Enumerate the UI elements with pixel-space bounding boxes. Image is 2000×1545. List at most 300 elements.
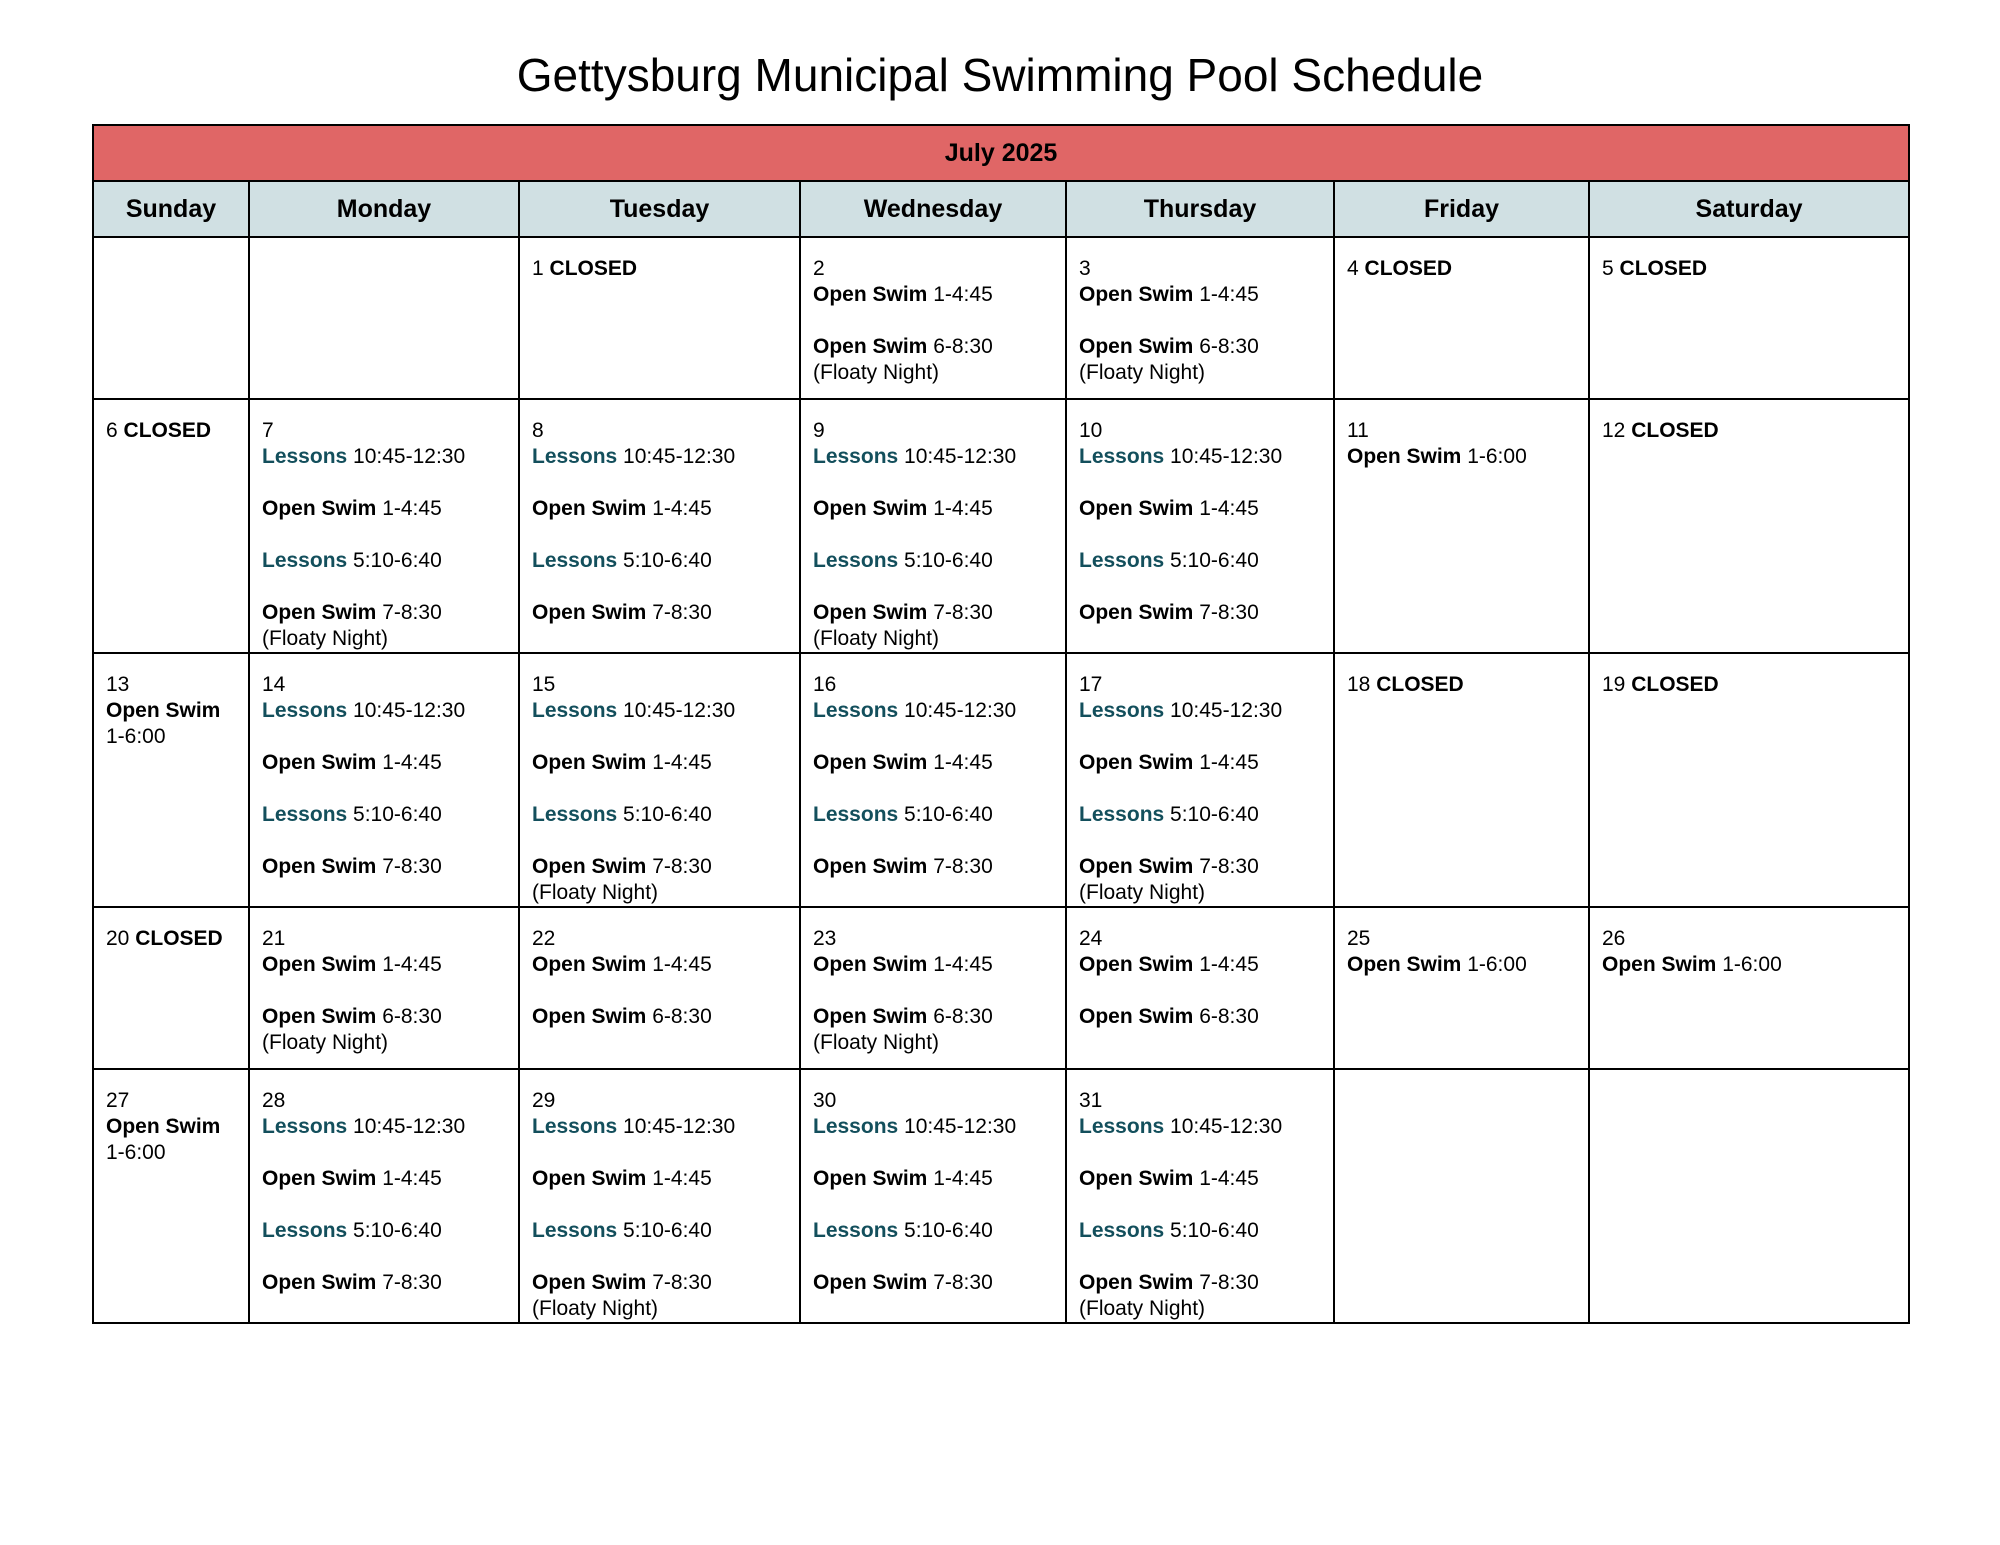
entry-note: (Floaty Night) [813,627,940,650]
open-swim-label: Open Swim [262,751,377,774]
day-number: 29 [532,1089,556,1112]
lessons-label: Lessons [262,549,348,572]
entry-spacer [1079,522,1321,548]
empty-day-cell [1334,1069,1589,1323]
lessons-label: Lessons [532,445,618,468]
open-swim-entry [1347,444,1576,470]
entry-note: (Floaty Night) [1079,1297,1206,1320]
entry-time: 10:45-12:30 [623,445,736,468]
entry-spacer [532,828,787,854]
day-header [1079,418,1321,444]
day-header [813,418,1053,444]
day-number: 28 [262,1089,286,1112]
open-swim-entry [813,750,1053,776]
day-cell [519,1069,800,1323]
lessons-label: Lessons [813,699,899,722]
day-header [813,672,1053,698]
entry-time: 1-4:45 [652,751,712,774]
lessons-label: Lessons [532,549,618,572]
entry-time: 7-8:30 [1199,601,1259,624]
lesson-entry [532,1218,787,1244]
open-swim-label: Open Swim [532,1271,647,1294]
entry-spacer [262,1192,506,1218]
day-number: 30 [813,1089,837,1112]
empty-day-cell [249,237,519,399]
lesson-entry [1079,802,1321,828]
open-swim-label: Open Swim [813,1271,928,1294]
day-header [813,256,1053,282]
open-swim-label: Open Swim [262,855,377,878]
open-swim-entry [262,1166,506,1192]
day-header [262,672,506,698]
day-header [1079,926,1321,952]
lesson-entry [1079,1218,1321,1244]
open-swim-label: Open Swim [262,601,377,624]
entry-time: 1-6:00 [106,725,166,748]
day-number: 31 [1079,1089,1103,1112]
entry-time: 10:45-12:30 [353,445,466,468]
month-header-row [93,125,1909,181]
entry-spacer [813,1140,1053,1166]
day-number: 1 [532,257,544,280]
entry-time: 10:45-12:30 [1170,1115,1283,1138]
day-number: 8 [532,419,544,442]
entry-spacer [813,828,1053,854]
entry-time: 1-4:45 [652,497,712,520]
lessons-label: Lessons [262,445,348,468]
entry-spacer [532,1244,787,1270]
entry-time: 7-8:30 [1199,1271,1259,1294]
entry-spacer [1079,470,1321,496]
entry-spacer [262,776,506,802]
day-number: 10 [1079,419,1103,442]
day-cell [1066,653,1334,907]
entry-time: 5:10-6:40 [1170,549,1259,572]
entry-time: 10:45-12:30 [353,1115,466,1138]
lesson-entry [813,802,1053,828]
entry-time: 1-6:00 [1722,953,1782,976]
lessons-label: Lessons [1079,803,1165,826]
entry-spacer [532,724,787,750]
entry-time: 7-8:30 [382,1271,442,1294]
entry-spacer [813,470,1053,496]
lessons-label: Lessons [262,803,348,826]
entry-spacer [1079,1140,1321,1166]
open-swim-label: Open Swim [532,751,647,774]
open-swim-entry [106,698,236,724]
entry-time: 1-4:45 [382,497,442,520]
lessons-label: Lessons [1079,445,1165,468]
day-cell [249,653,519,907]
entry-time: 10:45-12:30 [353,699,466,722]
entry-time: 7-8:30 [382,601,442,624]
entry-time: 5:10-6:40 [1170,1219,1259,1242]
open-swim-label: Open Swim [813,601,928,624]
entry-time: 7-8:30 [652,1271,712,1294]
day-number: 6 [106,419,118,442]
lesson-entry [1079,698,1321,724]
entry-time: 6-8:30 [382,1005,442,1028]
entry-time: 5:10-6:40 [623,549,712,572]
day-header [532,418,787,444]
day-number: 16 [813,673,837,696]
lessons-label: Lessons [262,1115,348,1138]
entry-time: 7-8:30 [933,855,993,878]
open-swim-label: Open Swim [1079,953,1194,976]
week-row [93,1069,1909,1323]
entry-spacer [1079,828,1321,854]
day-number: 25 [1347,927,1371,950]
open-swim-entry [532,1004,787,1030]
open-swim-label: Open Swim [262,953,377,976]
entry-time: 1-4:45 [933,1167,993,1190]
lesson-entry [532,1114,787,1140]
entry-spacer [262,828,506,854]
entry-note: (Floaty Night) [262,1031,389,1054]
day-cell [249,399,519,653]
open-swim-label: Open Swim [1347,953,1462,976]
day-header [1347,926,1576,952]
week-row [93,237,1909,399]
open-swim-entry [1079,282,1321,308]
open-swim-label: Open Swim [532,1005,647,1028]
lessons-label: Lessons [813,1219,899,1242]
open-swim-label: Open Swim [813,497,928,520]
entry-time: 1-4:45 [933,953,993,976]
entry-spacer [262,724,506,750]
day-cell [1334,653,1589,907]
entry-spacer [813,574,1053,600]
lessons-label: Lessons [1079,549,1165,572]
open-swim-label: Open Swim [1079,1167,1194,1190]
day-header [532,926,787,952]
entry-spacer [1079,308,1321,334]
open-swim-label: Open Swim [813,1167,928,1190]
day-cell [519,653,800,907]
weekday-header: Monday [249,181,519,237]
entry-spacer [1079,724,1321,750]
open-swim-entry [813,952,1053,978]
entry-spacer [262,1140,506,1166]
entry-time: 10:45-12:30 [904,445,1017,468]
entry-note: (Floaty Night) [262,627,389,650]
entry-spacer [262,574,506,600]
day-cell [1334,237,1589,399]
day-header [1079,256,1321,282]
open-swim-entry [262,600,506,626]
open-swim-entry [262,496,506,522]
open-swim-entry [1347,952,1576,978]
entry-spacer [1079,776,1321,802]
open-swim-label: Open Swim [532,601,647,624]
open-swim-entry [813,282,1053,308]
entry-time: 6-8:30 [1199,1005,1259,1028]
day-number: 11 [1347,419,1369,442]
lessons-label: Lessons [813,445,899,468]
lessons-label: Lessons [532,1219,618,1242]
day-cell [249,1069,519,1323]
lesson-entry [532,698,787,724]
day-cell [1589,907,1909,1069]
entry-time: 7-8:30 [652,855,712,878]
day-cell [800,653,1066,907]
day-header [1347,672,1576,698]
entry-spacer [1079,1244,1321,1270]
open-swim-entry [813,496,1053,522]
entry-spacer [262,978,506,1004]
day-header [532,672,787,698]
day-header [1079,672,1321,698]
week-row [93,399,1909,653]
day-number: 24 [1079,927,1103,950]
entry-time: 1-4:45 [652,1167,712,1190]
day-number: 20 [106,927,130,950]
open-swim-label: Open Swim [813,283,928,306]
open-swim-label: Open Swim [1347,445,1462,468]
lesson-entry [262,802,506,828]
open-swim-entry [532,750,787,776]
entry-time: 1-4:45 [933,283,993,306]
day-cell [800,907,1066,1069]
entry-time: 1-4:45 [1199,497,1259,520]
day-number: 27 [106,1089,130,1112]
day-number: 22 [532,927,556,950]
day-header [106,418,236,444]
open-swim-entry [813,1004,1053,1030]
day-header [106,926,236,952]
entry-time: 7-8:30 [1199,855,1259,878]
open-swim-label: Open Swim [532,855,647,878]
lesson-entry [532,548,787,574]
lesson-entry [262,444,506,470]
open-swim-label: Open Swim [1079,1271,1194,1294]
lessons-label: Lessons [1079,1219,1165,1242]
day-cell [800,237,1066,399]
day-number: 4 [1347,257,1359,280]
day-header [262,418,506,444]
open-swim-entry [532,1166,787,1192]
entry-spacer [532,776,787,802]
entry-time: 10:45-12:30 [623,699,736,722]
entry-time: 10:45-12:30 [1170,699,1283,722]
lessons-label: Lessons [262,699,348,722]
open-swim-label: Open Swim [532,953,647,976]
open-swim-label: Open Swim [262,497,377,520]
open-swim-label: Open Swim [1079,335,1194,358]
day-header [1079,1088,1321,1114]
open-swim-entry [1079,1004,1321,1030]
day-header [1602,256,1896,282]
entry-note: (Floaty Night) [813,1031,940,1054]
open-swim-label: Open Swim [532,497,647,520]
day-header [813,926,1053,952]
day-cell [519,907,800,1069]
lesson-entry [532,802,787,828]
day-cell [249,907,519,1069]
open-swim-entry [532,1270,787,1296]
day-number: 17 [1079,673,1103,696]
closed-label: CLOSED [549,257,638,280]
entry-time: 1-4:45 [1199,283,1259,306]
lesson-entry [262,1218,506,1244]
day-cell [93,399,249,653]
entry-time: 6-8:30 [652,1005,712,1028]
entry-time: 7-8:30 [652,601,712,624]
open-swim-entry [1079,496,1321,522]
day-cell [519,237,800,399]
entry-note: (Floaty Night) [1079,881,1206,904]
entry-time: 7-8:30 [382,855,442,878]
lesson-entry [813,1114,1053,1140]
entry-time: 1-6:00 [1467,953,1527,976]
lesson-entry [262,1114,506,1140]
day-cell [519,399,800,653]
day-cell [1066,1069,1334,1323]
entry-time: 5:10-6:40 [353,549,442,572]
day-header [813,1088,1053,1114]
lessons-label: Lessons [532,1115,618,1138]
entry-time: 10:45-12:30 [904,699,1017,722]
day-header [532,1088,787,1114]
closed-label: CLOSED [1631,419,1719,442]
lessons-label: Lessons [813,549,899,572]
lesson-entry [262,698,506,724]
day-cell [93,907,249,1069]
entry-time: 1-4:45 [652,953,712,976]
open-swim-label: Open Swim [813,1005,928,1028]
open-swim-entry [262,750,506,776]
open-swim-entry [1079,952,1321,978]
day-cell [1589,237,1909,399]
entry-spacer [813,776,1053,802]
open-swim-entry [532,600,787,626]
lessons-label: Lessons [1079,1115,1165,1138]
entry-time: 1-4:45 [382,953,442,976]
entry-spacer [1079,1192,1321,1218]
entry-time: 5:10-6:40 [353,803,442,826]
open-swim-entry [262,1004,506,1030]
day-header [1347,256,1576,282]
entry-time: 5:10-6:40 [353,1219,442,1242]
open-swim-label: Open Swim [262,1271,377,1294]
entry-spacer [262,522,506,548]
lessons-label: Lessons [532,699,618,722]
open-swim-entry [532,854,787,880]
open-swim-label: Open Swim [1079,1005,1194,1028]
day-cell [800,399,1066,653]
entry-time: 5:10-6:40 [623,803,712,826]
closed-label: CLOSED [123,419,212,442]
open-swim-entry [106,1114,236,1140]
lessons-label: Lessons [813,1115,899,1138]
entry-spacer [1079,574,1321,600]
open-swim-label: Open Swim [1079,497,1194,520]
open-swim-label: Open Swim [813,855,928,878]
day-header [1347,418,1576,444]
entry-time: 7-8:30 [933,1271,993,1294]
day-cell [800,1069,1066,1323]
entry-time: 1-4:45 [382,1167,442,1190]
open-swim-entry [532,952,787,978]
day-header [1602,418,1896,444]
lesson-entry [813,444,1053,470]
open-swim-entry [813,334,1053,360]
day-number: 19 [1602,673,1626,696]
lessons-label: Lessons [262,1219,348,1242]
weekday-header: Tuesday [519,181,800,237]
open-swim-entry [262,952,506,978]
empty-day-cell [1589,1069,1909,1323]
entry-note: (Floaty Night) [1079,361,1206,384]
entry-time: 5:10-6:40 [904,1219,993,1242]
entry-spacer [532,1140,787,1166]
entry-spacer [813,522,1053,548]
day-number: 15 [532,673,556,696]
lessons-label: Lessons [1079,699,1165,722]
entry-time: 1-6:00 [1467,445,1527,468]
open-swim-label: Open Swim [813,953,928,976]
day-cell [1066,907,1334,1069]
entry-time: 1-4:45 [1199,1167,1259,1190]
closed-label: CLOSED [1631,673,1719,696]
day-number: 21 [262,927,286,950]
lesson-entry [1079,444,1321,470]
open-swim-entry [813,1166,1053,1192]
weekday-header: Sunday [93,181,249,237]
open-swim-entry [1079,334,1321,360]
day-header [106,672,236,698]
open-swim-entry [1079,1270,1321,1296]
day-header [262,1088,506,1114]
day-number: 23 [813,927,837,950]
day-number: 26 [1602,927,1626,950]
entry-time: 1-6:00 [106,1141,166,1164]
entry-time: 10:45-12:30 [904,1115,1017,1138]
open-swim-entry [1079,1166,1321,1192]
entry-spacer [532,470,787,496]
closed-label: CLOSED [1364,257,1453,280]
entry-time: 1-4:45 [933,497,993,520]
day-number: 7 [262,419,274,442]
day-cell [1589,653,1909,907]
entry-spacer [532,522,787,548]
day-number: 5 [1602,257,1614,280]
entry-spacer [813,978,1053,1004]
month-header: July 2025 [93,125,1909,181]
lesson-entry [532,444,787,470]
open-swim-label: Open Swim [262,1167,377,1190]
page-title: Gettysburg Municipal Swimming Pool Schedule [516,49,1484,101]
entry-time: 10:45-12:30 [1170,445,1283,468]
calendar-table [92,124,1910,1324]
lesson-entry [813,1218,1053,1244]
entry-spacer [532,1192,787,1218]
entry-spacer [262,1244,506,1270]
weekday-header: Saturday [1589,181,1909,237]
open-swim-label: Open Swim [1079,601,1194,624]
day-header [532,256,787,282]
entry-time: 10:45-12:30 [623,1115,736,1138]
entry-time: 6-8:30 [1199,335,1259,358]
closed-label: CLOSED [135,927,223,950]
day-header [262,926,506,952]
entry-note: (Floaty Night) [813,361,940,384]
entry-time: 1-4:45 [1199,751,1259,774]
day-number: 3 [1079,257,1091,280]
lesson-entry [813,698,1053,724]
open-swim-entry [262,1270,506,1296]
entry-spacer [532,978,787,1004]
